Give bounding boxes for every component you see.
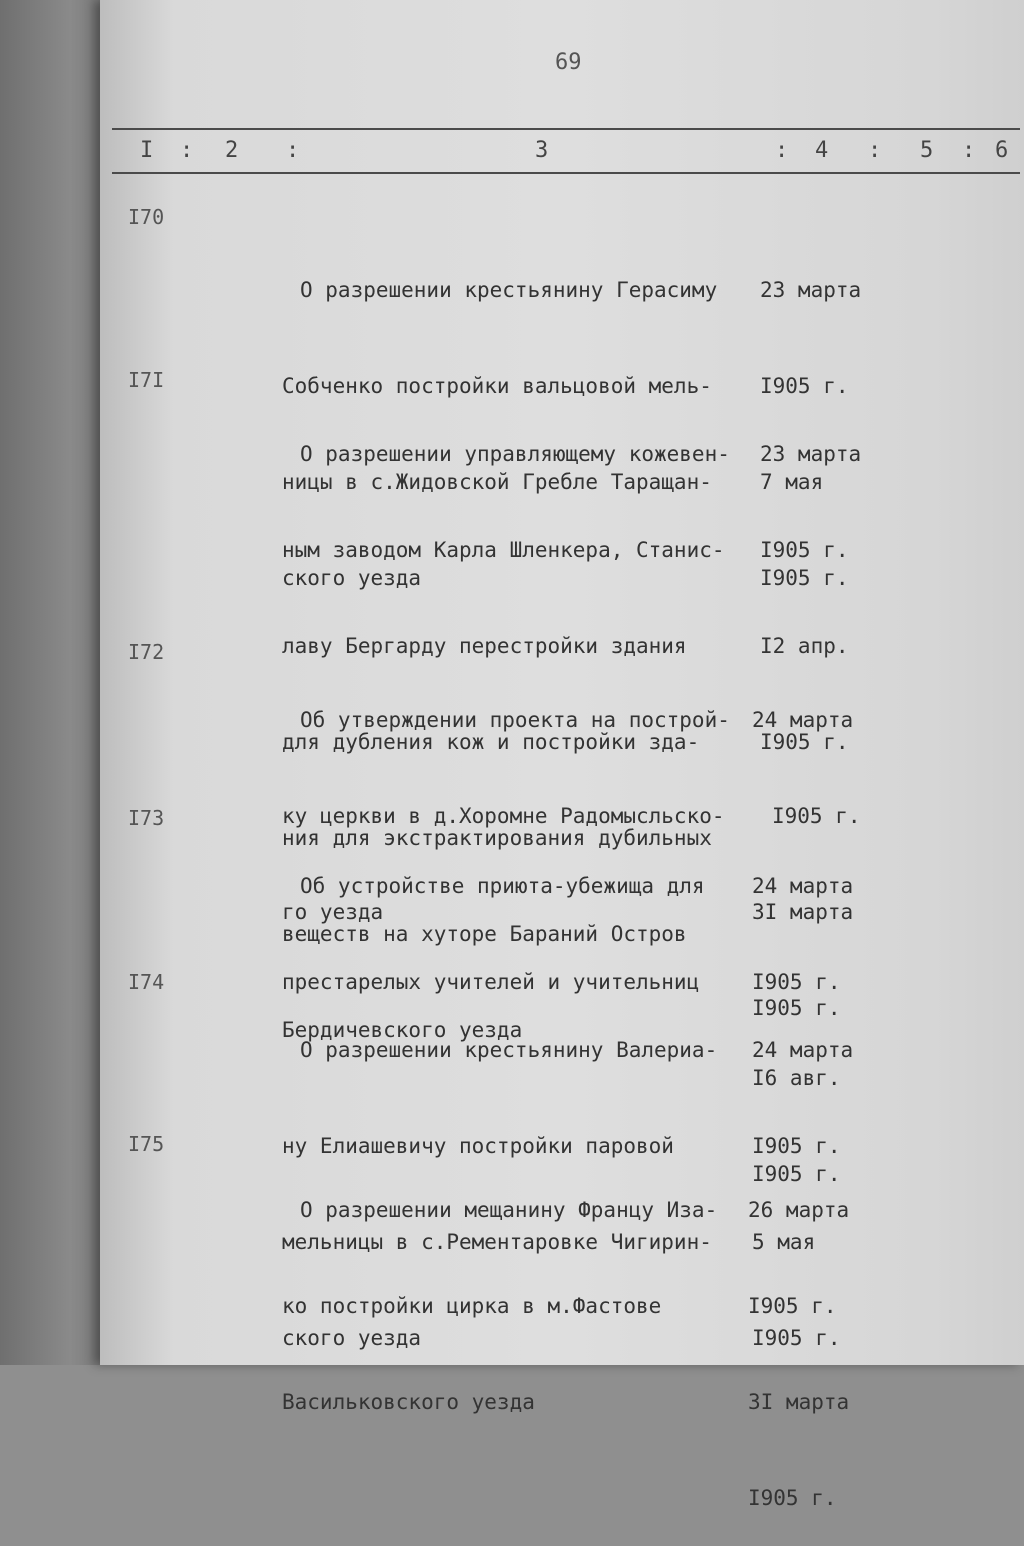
column-separator: : <box>180 138 194 163</box>
date-end: 3I марта <box>752 900 854 924</box>
column-header-4: 4 <box>815 138 829 163</box>
column-separator: : <box>962 138 976 163</box>
description-line: Васильковского уезда <box>282 1390 535 1414</box>
column-header-6: 6 <box>995 138 1009 163</box>
description-line: ницы в с.Жидовской Гребле Таращан- <box>282 470 712 494</box>
column-separator: : <box>868 138 882 163</box>
date-start-year: I905 г. <box>772 804 861 828</box>
date-start: 24 марта <box>752 708 854 732</box>
date-end: 3I марта <box>748 1390 850 1414</box>
date-end-year: I905 г. <box>760 730 849 754</box>
date-end-year: I905 г. <box>752 996 841 1020</box>
header-top-rule <box>112 128 1020 130</box>
date-end-year: I905 г. <box>760 566 849 590</box>
description-line: Об утверждении проекта на построй- <box>300 708 730 732</box>
date-start: 24 марта <box>752 874 854 898</box>
date-start: 23 марта <box>760 278 862 302</box>
entry-number: I75 <box>128 1132 165 1156</box>
header-bottom-rule <box>112 172 1020 174</box>
description-line: О разрешении мещанину Францу Иза- <box>300 1198 718 1222</box>
description-line: мельницы в с.Рементаровке Чигирин- <box>282 1230 712 1254</box>
description-line: ку церкви в д.Хоромне Радомысльско- <box>282 804 725 828</box>
date-start-year: I905 г. <box>760 374 849 398</box>
date-start: 23 марта <box>760 442 862 466</box>
entry-number: I70 <box>128 205 165 229</box>
description-line: ну Елиашевичу постройки паровой <box>282 1134 674 1158</box>
date-start-year: I905 г. <box>752 1134 841 1158</box>
description-line: Об устройстве приюта-убежища для <box>300 874 705 898</box>
date-start-year: I905 г. <box>748 1294 837 1318</box>
date-end-year: I905 г. <box>752 1326 841 1350</box>
description-line: ко постройки цирка в м.Фастове <box>282 1294 662 1318</box>
description-line: Собченко постройки вальцовой мель- <box>282 374 712 398</box>
column-header-1: I <box>140 138 154 163</box>
description-line: ского уезда <box>282 566 422 590</box>
description-line: Бердичевского уезда <box>282 1018 523 1042</box>
date-end-year: I905 г. <box>752 1162 841 1186</box>
description-line: ния для экстрактирования дубильных <box>282 826 712 850</box>
date-start: 26 марта <box>748 1198 850 1222</box>
date-start-year: I905 г. <box>752 970 841 994</box>
description-line: ского уезда <box>282 1326 422 1350</box>
entry-description <box>282 1130 752 1450</box>
page-number: 69 <box>555 50 582 75</box>
description-line: О разрешении крестьянину Валериа- <box>300 1038 718 1062</box>
date-start-year: I905 г. <box>760 538 849 562</box>
description-line: О разрешении управляющему кожевен- <box>300 442 730 466</box>
description-line: для дубления кож и постройки зда- <box>282 730 700 754</box>
entry-number: I74 <box>128 970 165 994</box>
column-separator: : <box>775 138 789 163</box>
column-header-5: 5 <box>920 138 934 163</box>
description-line: престарелых учителей и учительниц <box>282 970 700 994</box>
date-end: 5 мая <box>752 1230 816 1254</box>
date-start: 24 марта <box>752 1038 854 1062</box>
description-line: О разрешении крестьянину Герасиму <box>300 278 718 302</box>
left-page-edge <box>0 0 100 1365</box>
entry-number: I73 <box>128 806 165 830</box>
date-end-year: I905 г. <box>748 1486 837 1510</box>
column-separator: : <box>286 138 300 163</box>
entry-dates <box>748 1130 849 1546</box>
entry-number: I7I <box>128 368 165 392</box>
description-line: го уезда <box>282 900 384 924</box>
date-end: I6 авг. <box>752 1066 841 1090</box>
description-line: лаву Бергарду перестройки здания <box>282 634 687 658</box>
column-header-2: 2 <box>225 138 239 163</box>
description-line: ным заводом Карла Шленкера, Станис- <box>282 538 725 562</box>
entry-number: I72 <box>128 640 165 664</box>
column-header-3: 3 <box>535 138 549 163</box>
date-end: I2 апр. <box>760 634 849 658</box>
date-end: 7 мая <box>760 470 824 494</box>
description-line: веществ на хуторе Бараний Остров <box>282 922 687 946</box>
